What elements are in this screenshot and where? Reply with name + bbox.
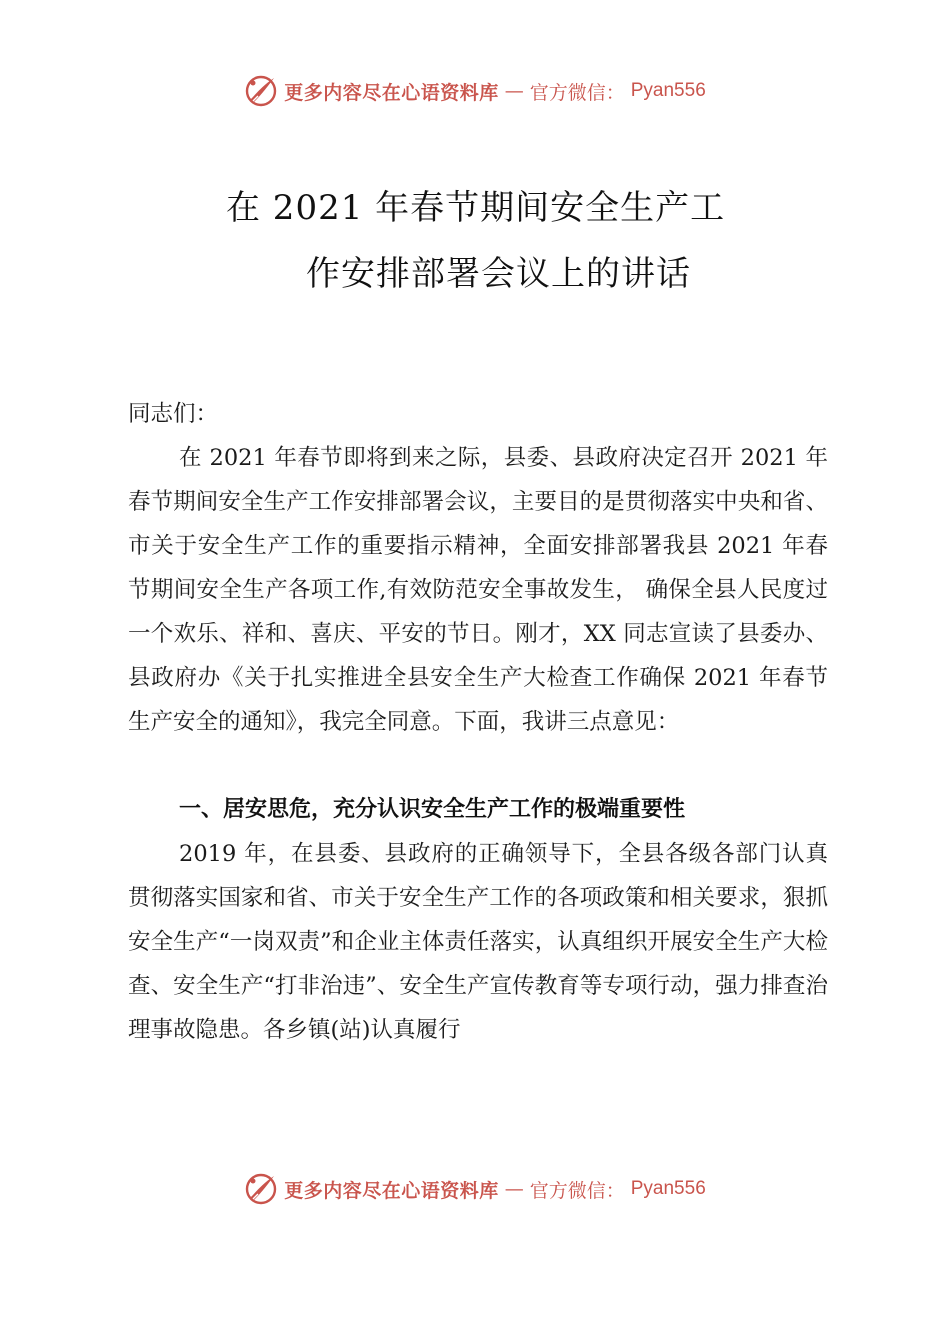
banner-wechat-id: Pyan556 (630, 1178, 706, 1199)
banner-brand-text: 更多内容尽在心语资料库 (284, 81, 499, 104)
banner-brand-text: 更多内容尽在心语资料库 (284, 1179, 499, 1202)
paragraph-2: 2019 年，在县委、县政府的正确领导下，全县各级各部门认真贯彻落实国家和省、市关于安全生产工作的各项政策和相关要求，狠抓安全生产“一岗双责”和企业主体责任落实，认真组织开展安全生产大检查、安全生产“打非治违”、安全生产宣传教育等专项行动，强力排查治理事故隐患。各乡镇(站)认真履行 (128, 841, 828, 1043)
paragraph-1: 在 2021 年春节即将到来之际，县委、县政府决定召开 2021 年春节期间安全生产工作安排部署会议，主要目的是贯彻落实中央和省、市关于安全生产工作的重要指示精神，全面安排部署我县 2021 年春节期间安全生产各项工作,有效防范安全事故发生， 确保全县人民度过一个欢乐、祥和、喜庆、平安的节日。刚才，XX 同志宣读了县委办、县政府办《关于扎实推进全县安全生产大检查工作确保 2021 年春节生产安全的通知》，我完全同意。下面，我讲三点意见： (128, 445, 828, 735)
salutation: 同志们： (128, 401, 219, 427)
document-title-line-2: 作安排部署会议上的讲话 (306, 254, 691, 294)
quill-pen-logo-icon (244, 74, 278, 108)
banner-wechat-label: 官方微信： (529, 81, 625, 104)
banner-separator: — (504, 1178, 524, 1200)
section-heading-1: 一、居安思危，充分认识安全生产工作的极端重要性 (179, 797, 686, 822)
document-title-line-1: 在 2021 年春节期间安全生产工 (226, 188, 726, 228)
header-banner (0, 74, 950, 108)
quill-pen-logo-icon (244, 1172, 278, 1206)
banner-separator: — (504, 80, 524, 102)
footer-banner (0, 1172, 950, 1206)
banner-wechat-label: 官方微信： (529, 1179, 625, 1202)
banner-wechat-id: Pyan556 (630, 80, 706, 101)
